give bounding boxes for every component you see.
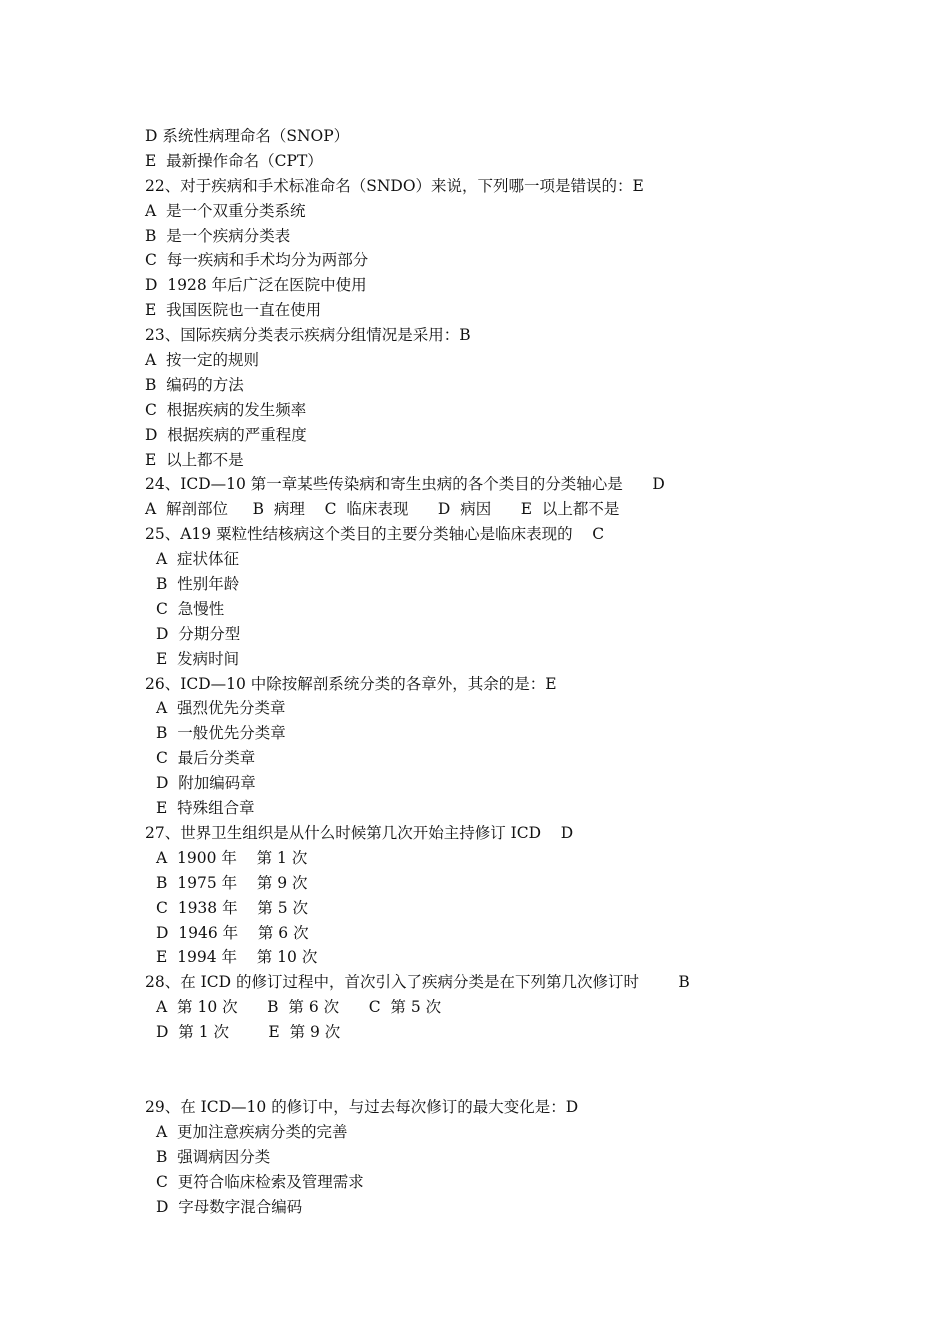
option-line: D 根据疾病的严重程度 <box>145 425 307 444</box>
option-line: C 最后分类章 <box>156 749 256 768</box>
blank-gap <box>145 1045 865 1095</box>
option-line: D 分期分型 <box>156 624 241 643</box>
question-23: 23、国际疾病分类表示疾病分组情况是采用：B <box>145 326 471 345</box>
option-line: E 特殊组合章 <box>156 799 255 818</box>
question-28: 28、在 ICD 的修订过程中，首次引入了疾病分类是在下列第几次修订时 B <box>145 973 690 992</box>
option-line: C 急慢性 <box>156 599 225 618</box>
option-line: D 字母数字混合编码 <box>156 1197 303 1216</box>
question-24: 24、ICD—10 第一章某些传染病和寄生虫病的各个类目的分类轴心是 D <box>145 475 665 494</box>
option-line: D 1928 年后广泛在医院中使用 <box>145 276 367 295</box>
option-line: B 一般优先分类章 <box>156 724 286 743</box>
question-22: 22、对于疾病和手术标准命名（SNDO）来说，下列哪一项是错误的：E <box>145 176 644 195</box>
option-line: A 症状体征 <box>156 550 240 569</box>
question-25: 25、A19 粟粒性结核病这个类目的主要分类轴心是临床表现的 C <box>145 525 605 544</box>
option-line: D 第 1 次 E 第 9 次 <box>156 1023 341 1042</box>
option-line: C 根据疾病的发生频率 <box>145 400 307 419</box>
option-line: A 强烈优先分类章 <box>156 699 286 718</box>
question-29: 29、在 ICD—10 的修订中，与过去每次修订的最大变化是：D <box>145 1097 579 1116</box>
option-line: A 1900 年 第 1 次 <box>156 848 308 867</box>
option-line: B 1975 年 第 9 次 <box>156 873 308 892</box>
option-line: D 1946 年 第 6 次 <box>156 923 309 942</box>
question-27: 27、世界卫生组织是从什么时候第几次开始主持修订 ICD D <box>145 823 574 842</box>
option-line: E 我国医院也一直在使用 <box>145 301 322 320</box>
question-26: 26、ICD—10 中除按解剖系统分类的各章外，其余的是：E <box>145 674 557 693</box>
option-line: A 第 10 次 B 第 6 次 C 第 5 次 <box>156 998 442 1017</box>
text-line: D 系统性病理命名（SNOP） <box>145 127 350 145</box>
option-line: A 是一个双重分类系统 <box>145 201 306 220</box>
option-line: A 解剖部位 B 病理 C 临床表现 D 病因 E 以上都不是 <box>145 500 620 519</box>
option-line: B 强调病因分类 <box>156 1147 271 1166</box>
option-line: C 更符合临床检索及管理需求 <box>156 1172 364 1191</box>
option-line: C 每一疾病和手术均分为两部分 <box>145 251 369 270</box>
option-line: E 发病时间 <box>156 649 240 668</box>
option-line: C 1938 年 第 5 次 <box>156 898 309 917</box>
document-body <box>145 124 865 1219</box>
option-line: E 1994 年 第 10 次 <box>156 948 318 967</box>
option-line: B 性别年龄 <box>156 575 240 594</box>
option-line: B 编码的方法 <box>145 375 244 394</box>
text-line: E 最新操作命名（CPT） <box>145 151 323 170</box>
option-line: B 是一个疾病分类表 <box>145 226 291 245</box>
option-line: E 以上都不是 <box>145 450 244 469</box>
option-line: A 更加注意疾病分类的完善 <box>156 1122 348 1141</box>
option-line: D 附加编码章 <box>156 774 256 793</box>
option-line: A 按一定的规则 <box>145 351 260 370</box>
